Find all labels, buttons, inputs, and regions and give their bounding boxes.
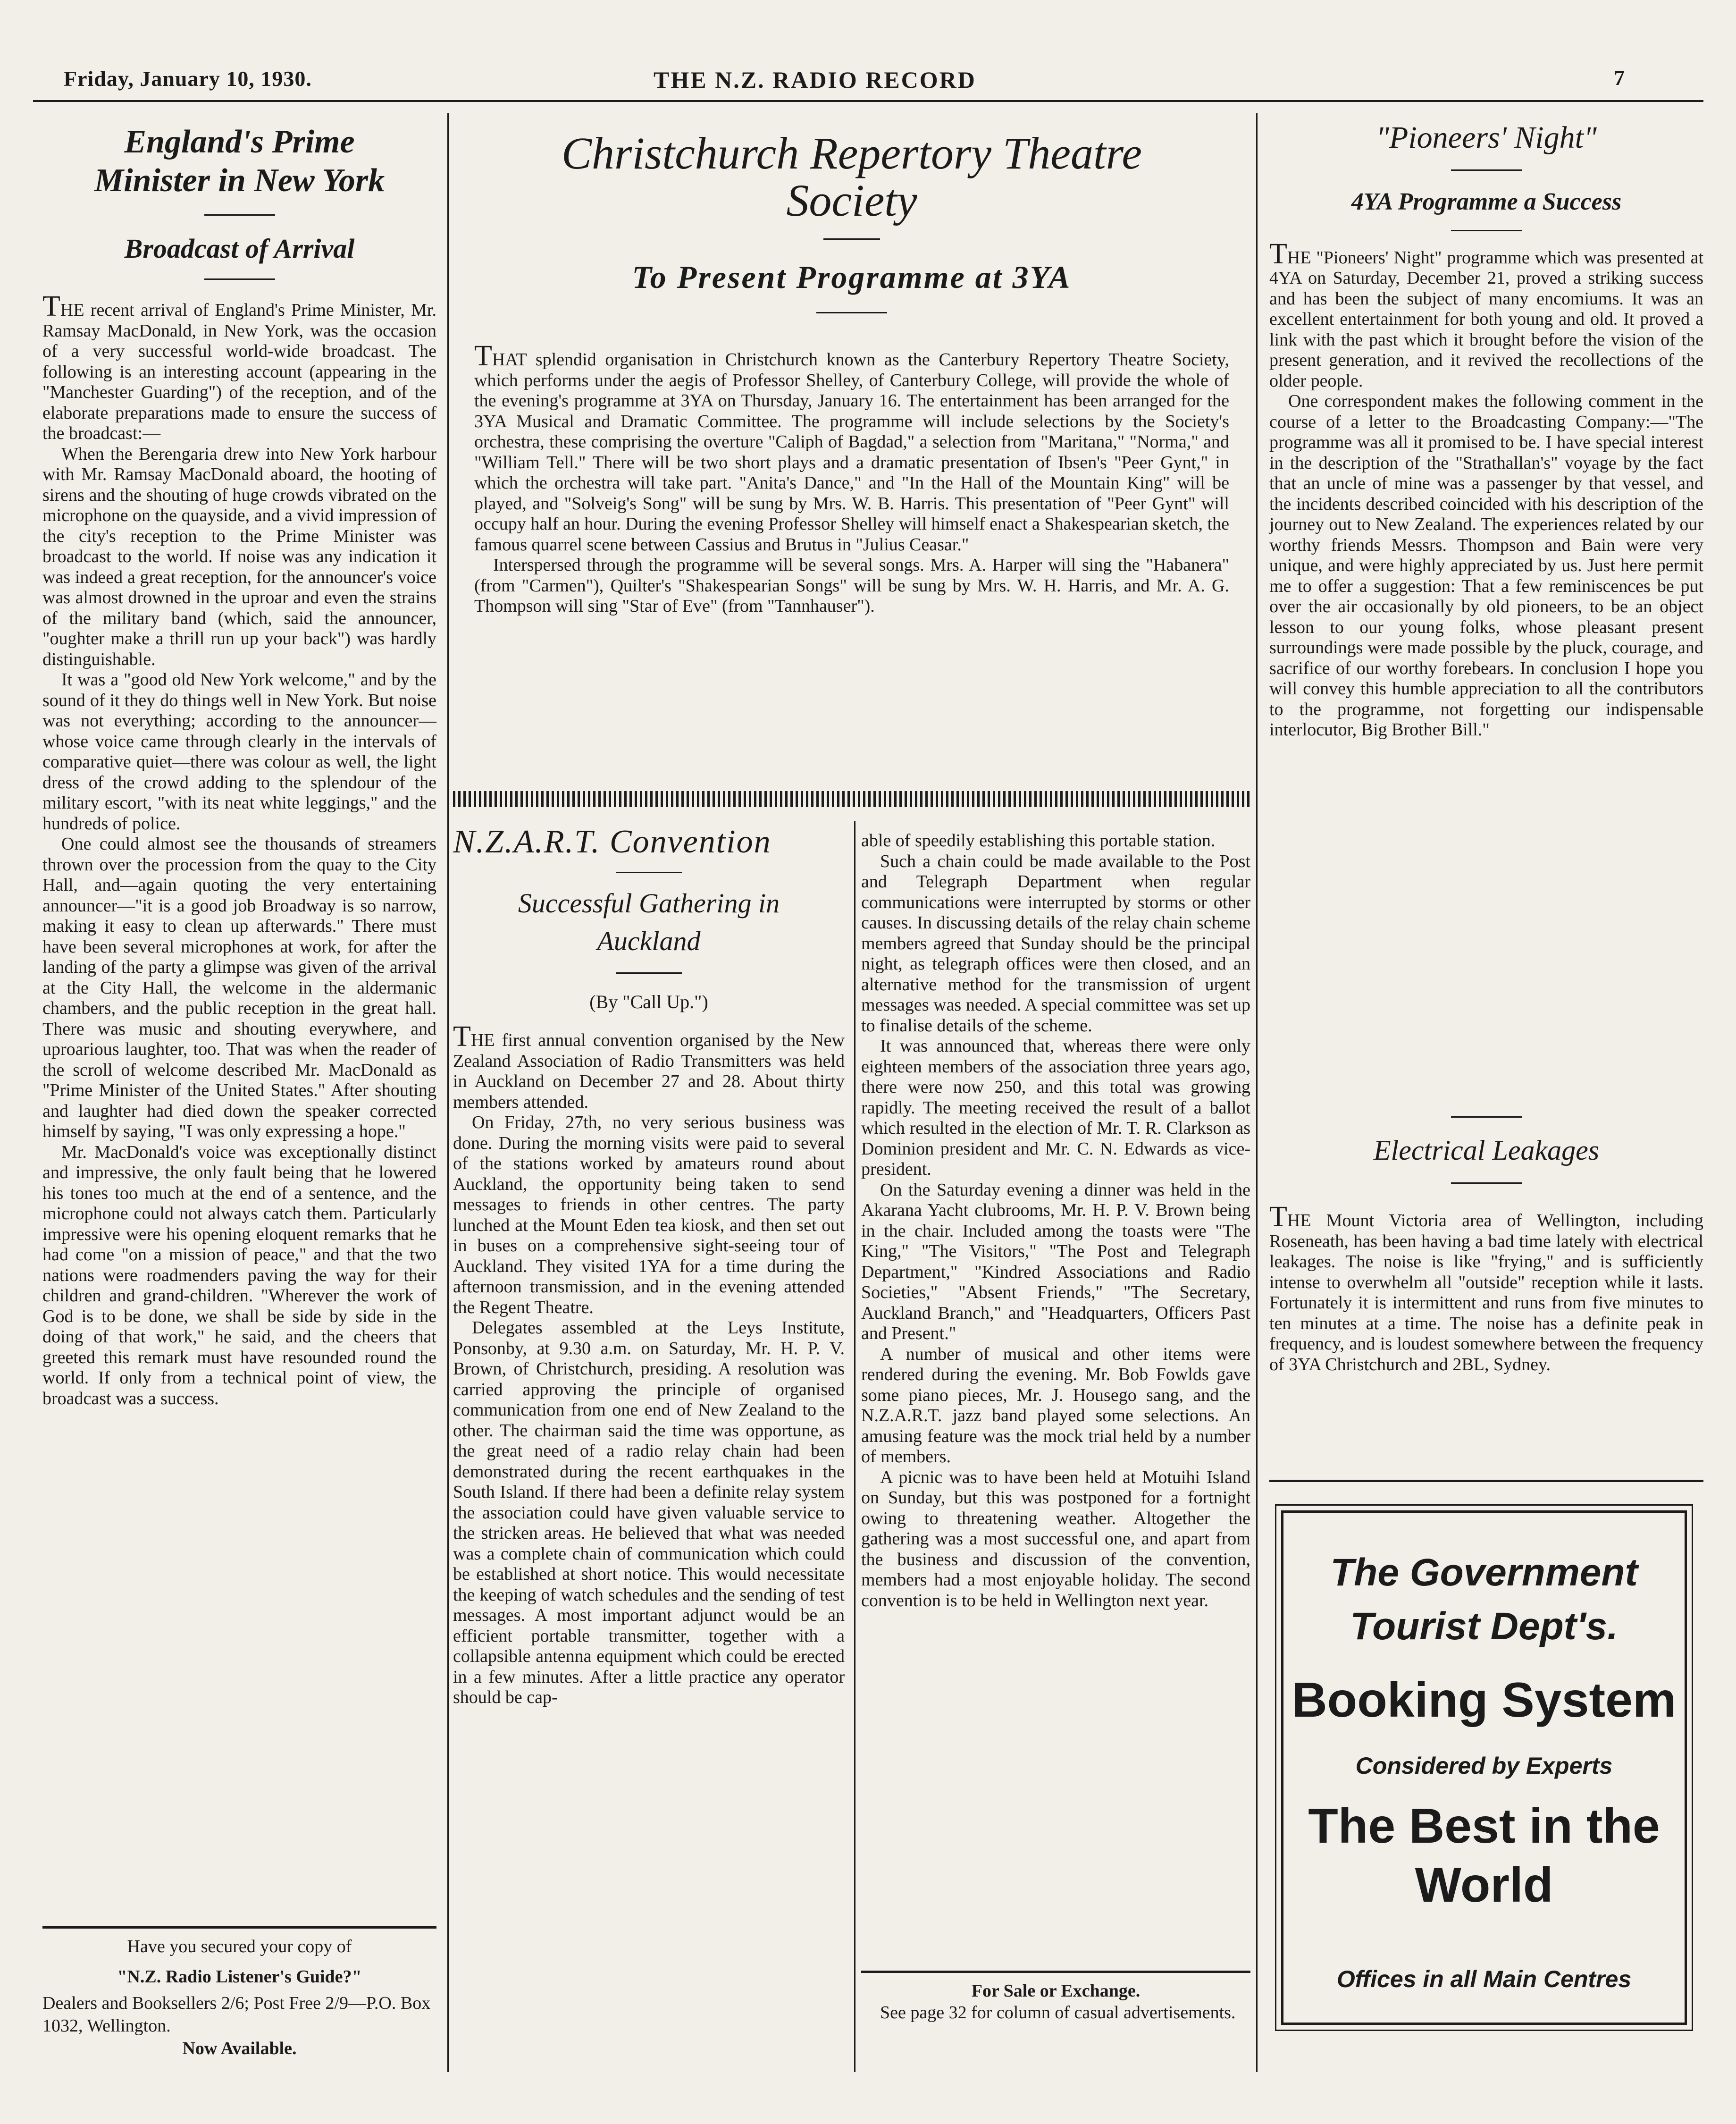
england-body	[42, 290, 436, 1409]
column-rule-right	[1256, 113, 1258, 2072]
christchurch-title	[455, 130, 1248, 224]
england-title	[42, 123, 436, 200]
christchurch-title-line1: Christchurch Repertory Theatre	[561, 128, 1142, 178]
england-paragraph: It was a "good old New York welcome," and by the sound of it they do things well in New York. But noise was not everything; according to the announcer—whose voice came through clearly in the intervals of comparative quiet—there was colour as well, the light dress of the crowd adding to the splendour of the military escort, "with its neat white leggings," and the hundreds of police.	[42, 670, 436, 834]
christchurch-title-sep	[823, 238, 880, 240]
nzart-paragraph: A picnic was to have been held at Motuihi Island on Sunday, but this was postponed for a fortnight owing to threatening weather. Altogether the gathering was a most successful one, and apart from the business and discussion of the convention, members had a most enjoyable holiday. The second convention is to be held in Wellington next year.	[861, 1467, 1250, 1610]
nzart-paragraph: A number of musical and other items were rendered during the evening. Mr. Bob Fowlds gave some piano pieces, Mr. J. Housego sang, and the N.Z.A.R.T. jazz band played some selections. An amusing feature was the mock trial held by a number of members.	[861, 1344, 1250, 1467]
england-dropcap: T	[42, 290, 60, 322]
advert-line7: Offices in all Main Centres	[1336, 1966, 1632, 1992]
pioneers-body	[1269, 237, 1703, 741]
electrical-title-sep	[1451, 1182, 1522, 1184]
publication-title: THE N.Z. RADIO RECORD	[654, 67, 976, 93]
nzart-paragraph: On the Saturday evening a dinner was held in the Akarana Yacht clubrooms, Mr. H. P. V. Brown being in the chair. Included among the toasts were "The King," "The Visitors," "The Post and Telegraph Department," "Kindred Associations and Radio Societies," "Absent Friends," "The Secretary, Auckland Branch," and "Headquarters, Officers Past and Present."	[861, 1180, 1250, 1343]
england-paragraph: One could almost see the thousands of streamers thrown over the procession from the quay to the City Hall, and—again quoting the very entertaining announcer—"it is a good job Broadway is so narrow, making it easy to clean up afterwards." There must have been several microphones at work, for after the landing of the party a glimpse was given of the arrival at the City Hall, the welcome in the aldermanic chambers, and the public reception in the great hall. There was music and shouting everywhere, and uproarious laughter, too. That was when the reader of the scroll of welcome described Mr. MacDonald as "Prime Minister of the United States." After shouting and laughter had died down the speaker corrected himself by saying, "I was only expressing a hope."	[42, 834, 436, 1141]
nzart-subtitle	[453, 885, 845, 960]
nzart-paragraph: Delegates assembled at the Leys Institute, Ponsonby, at 9.30 a.m. on Saturday, Mr. H. P. V. Brown, of Christchurch, presiding. A resolution was carried approving the principle of organised communication from one end of New Zealand to the other. The chairman said the time was opportune, as the great need of a radio relay chain had been demonstrated during the recent earthquakes in the South Island. If there had been a definite relay system the association could have given valuable service to the stricken areas. He believed that what was needed was a complete chain of communication which could be established at short notice. This would necessitate the keeping of watch schedules and the sending of test messages. A most important adjunct would be an efficient portable transmitter, together with a collapsible antenna equipment which could be erected in a few minutes. After a little practice any operator should be cap-	[453, 1318, 845, 1708]
tourist-dept-advertisement	[1281, 1510, 1687, 2025]
advert-top-rule	[1269, 1480, 1703, 1482]
england-title-line1: England's Prime	[124, 124, 355, 160]
guide-notice-line1: Have you secured your copy of	[127, 1937, 352, 1956]
guide-notice-line4: Now Available.	[182, 2039, 297, 2058]
nzart-body-col1	[453, 1020, 845, 1708]
nzart-paragraph: It was announced that, whereas there were only eighteen members of the association three years ago, there were now 250, and this total was growing rapidly. The meeting received the result of a ballot which resulted in the election of Mr. T. R. Clarkson as Dominion president and Mr. C. N. Edwards as vice-president.	[861, 1036, 1250, 1179]
advert-line6: World	[1415, 1858, 1553, 1913]
nzart-title-sep	[616, 872, 682, 873]
pioneers-subtitle: 4YA Programme a Success	[1351, 188, 1622, 215]
england-paragraph: When the Berengaria drew into New York harbour with Mr. Ramsay MacDonald aboard, the hooting of sirens and the shouting of huge crowds vibrated on the microphone on the quayside, and a vivid impression of the city's reception to the Prime Minister was broadcast to the world. If noise was any indication it was indeed a great reception, for the announcer's voice was almost drowned in the uproar and even the strains of the military band (which, said the announcer, "oughter make a thrill run up your back") was hardly distinguishable.	[42, 444, 436, 669]
electrical-dropcap: T	[1269, 1201, 1287, 1233]
article-nzart-col1	[453, 824, 845, 1708]
pioneers-subtitle-sep	[1451, 230, 1522, 231]
nzart-byline: (By "Call Up.")	[589, 991, 708, 1013]
hatched-divider	[453, 791, 1250, 807]
nzart-subtitle-line2: Auckland	[597, 926, 701, 957]
sale-notice-text: See page 32 for column of casual advertisements.	[880, 2003, 1236, 2023]
sale-notice	[861, 1980, 1250, 2023]
advert-line3: Booking System	[1292, 1673, 1677, 1728]
england-subtitle-sep	[204, 278, 275, 280]
nzart-dropcap: T	[453, 1020, 471, 1053]
article-pioneers	[1269, 120, 1703, 741]
sale-notice-title: For Sale or Exchange.	[971, 1981, 1141, 2001]
article-christchurch	[455, 130, 1248, 617]
guide-notice	[42, 1935, 436, 2060]
christchurch-subtitle: To Present Programme at 3YA	[632, 259, 1072, 295]
nzart-continued-paragraph: able of speedily establishing this portable station.	[861, 831, 1216, 851]
masthead-rule	[33, 100, 1703, 102]
nzart-subtitle-line1: Successful Gathering in	[518, 888, 780, 919]
pioneers-paragraph: One correspondent makes the following comment in the course of a letter to the Broadcasting Company:—"The programme was all it promised to be. I have special interest in the description of the "Strathallan's" voyage by the fact that an uncle of mine was a passenger by that vessel, and the incidents described coincided with his description of the journey out to New Zealand. The experiences related by our worthy friends Messrs. Thompson and Bain were very unique, and were highly appreciated by us. Just here permit me to offer a suggestion: That a few reminiscences be put over the air occasionally by old pioneers, to be an object lesson to our young folks, whose pleasant present surroundings were made possible by the pluck, courage, and sacrifice of our worthy forebears. In conclusion I hope you will convey this humble appreciation to all the contributors to the programme, not forgetting our indispensable interlocutor, Big Brother Bill."	[1269, 391, 1703, 740]
advert-line2: Tourist Dept's.	[1350, 1605, 1618, 1648]
christchurch-subtitle-sep	[816, 312, 887, 313]
england-title-line2: Minister in New York	[94, 162, 385, 199]
england-first-paragraph: THE recent arrival of England's Prime Minister, Mr. Ramsay MacDonald, in New York, was the occasion of a very successful world-wide broadcast. The following is an interesting account (appearing in the "Manchester Guarding") of the reception, and of the elaborate preparations made to ensure the success of the broadcast:—	[42, 290, 436, 443]
pioneers-title: "Pioneers' Night"	[1376, 120, 1597, 155]
guide-notice-rule	[42, 1926, 436, 1929]
sale-notice-rule	[861, 1971, 1250, 1973]
electrical-first-paragraph: THE Mount Victoria area of Wellington, including Roseneath, has been having a bad time lately with electrical leakages. The noise is like "frying," and is sufficiently intense to overwhelm all "outside" reception while it lasts. Fortunately it is intermittent and runs from five minutes to ten minutes at a time. The noise has a definite peak in frequency, and is loudest somewhere between the frequency of 3YA Christchurch and 2BL, Sydney.	[1269, 1201, 1703, 1374]
article-electrical	[1269, 1116, 1703, 1375]
advert-line1: The Government	[1330, 1551, 1638, 1594]
nzart-title: N.Z.A.R.T. Convention	[453, 824, 772, 860]
issue-date: Friday, January 10, 1930.	[64, 67, 312, 91]
nzart-body-col2	[861, 831, 1250, 1611]
guide-notice-line2: "N.Z. Radio Listener's Guide?"	[117, 1967, 362, 1987]
nzart-paragraph: Such a chain could be made available to the Post and Telegraph Department when regular communications were interrupted by storms or other causes. In discussing details of the relay chain scheme members agreed that Sunday should be the principal night, as telegraph offices were then closed, and an alternative method for the transmission of urgent messages was needed. A special committee was set up to finalise details of the scheme.	[861, 851, 1250, 1036]
guide-notice-line3: Dealers and Booksellers 2/6; Post Free 2/9—P.O. Box 1032, Wellington.	[42, 1993, 431, 2036]
article-nzart-col2	[861, 831, 1250, 1611]
christchurch-dropcap: T	[474, 340, 492, 372]
england-paragraph: Mr. MacDonald's voice was exceptionally distinct and impressive, the only fault being that he lowered his tones too much at the end of a sentence, and the microphone could not always catch them. Particularly impressive were his opening eloquent remarks that he had come "on a mission of peace," and that the two nations were roadmenders paving the way for their children and grand-children. "Wherever the work of God is to be done, we shall be side by side in the doing of that work," he said, and the cheers that greeted this remark must have resounded round the world. If only from a technical point of view, the broadcast was a success.	[42, 1142, 436, 1408]
pioneers-title-sep	[1451, 169, 1522, 171]
article-england	[42, 123, 436, 1409]
electrical-body	[1269, 1201, 1703, 1375]
page-number: 7	[1614, 66, 1625, 90]
electrical-title: Electrical Leakages	[1373, 1135, 1600, 1166]
pioneers-first-paragraph: THE "Pioneers' Night" programme which was presented at 4YA on Saturday, December 21, proved a striking success and has been the subject of many encomiums. It was an excellent entertainment for both young and old. It proved a link with the past which it brought before the vision of the present generation, and it revived the recollections of the older people.	[1269, 237, 1703, 391]
electrical-top-sep	[1451, 1116, 1522, 1118]
christchurch-body	[455, 340, 1248, 617]
column-rule-mid	[854, 821, 855, 2072]
advert-line4: Considered by Experts	[1355, 1753, 1613, 1779]
advert-line5: The Best in the	[1308, 1799, 1660, 1854]
christchurch-title-line2: Society	[786, 175, 917, 226]
christchurch-first-paragraph: THAT splendid organisation in Christchurch known as the Canterbury Repertory Theatre Society, which performs under the aegis of Professor Shelley, of Canterbury College, will provide the whole of the evening's programme at 3YA on Thursday, January 16. The entertainment has been arranged for the 3YA Musical and Dramatic Committee. The programme will include selections by the Society's orchestra, these comprising the overture "Caliph of Bagdad," a selection from "Maritana," "Norma," and "William Tell." There will be two short plays and a dramatic presentation of Ibsen's "Peer Gynt," in which the orchestra will take part. "Anita's Dance," and "In the Hall of the Mountain King" will be played, and "Solveig's Song" will be sung by Mrs. W. B. Harris. This presentation of "Peer Gynt" will occupy half an hour. During the evening Professor Shelley will himself enact a Shakespearian sketch, the famous quarrel scene between Cassius and Brutus in "Julius Ceasar."	[474, 340, 1229, 555]
england-title-sep	[204, 214, 275, 216]
christchurch-paragraph: Interspersed through the programme will be several songs. Mrs. A. Harper will sing the "Habanera" (from "Carmen"), Quilter's "Shakespearian Songs" will be sung by Mrs. W. H. Harris, and Mr. A. G. Thompson will sing "Star of Eve" (from "Tannhauser").	[474, 555, 1229, 616]
nzart-paragraph: On Friday, 27th, no very serious business was done. During the morning visits were paid to several of the stations worked by amateurs round about Auckland, the opportunity being taken to send messages to friends in other centres. The party lunched at the Mount Eden tea kiosk, and then set out in buses on a comprehensive sight-seeing tour of Auckland. They visited 1YA for a time during the afternoon transmission, and in the evening attended the Regent Theatre.	[453, 1113, 845, 1317]
pioneers-dropcap: T	[1269, 237, 1287, 270]
nzart-subtitle-sep	[616, 972, 682, 974]
england-subtitle: Broadcast of Arrival	[124, 233, 355, 264]
nzart-first-paragraph: THE first annual convention organised by the New Zealand Association of Radio Transmitters was held in Auckland on December 27 and 28. About thirty members attended.	[453, 1020, 845, 1112]
column-rule-left	[447, 113, 449, 2072]
